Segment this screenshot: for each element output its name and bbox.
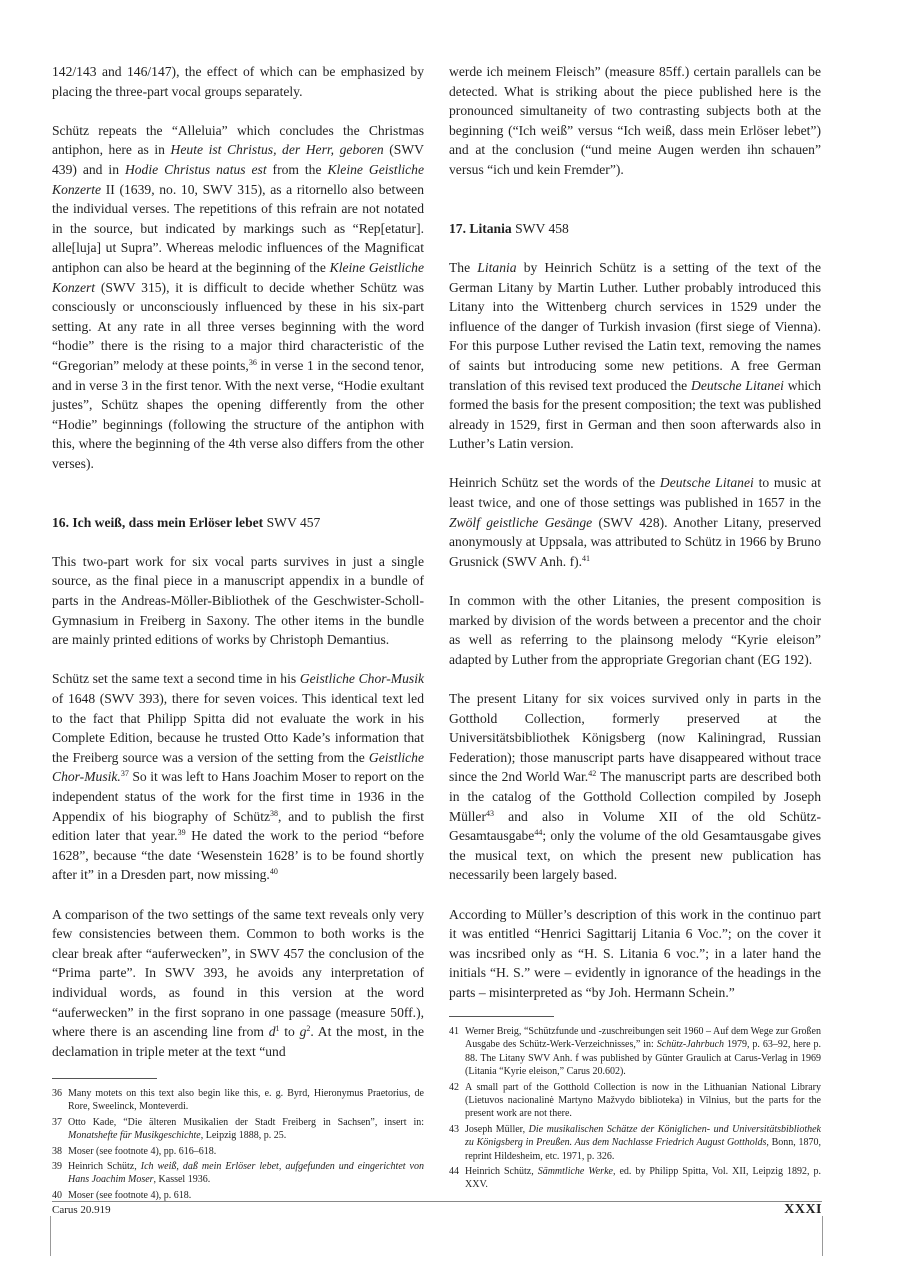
paragraph: 142/143 and 146/147), the effect of which can be emphasized by placing the three-part vocal groups separately. xyxy=(52,64,424,99)
footnote-37: 37 Otto Kade, “Die älteren Musikalien der Stadt Freiberg in Sachsen”, insert in: Monatshefte für Musikgeschichte, Leipzig 1888, p. 25. xyxy=(52,1116,424,1142)
footnote-42: 42 A small part of the Gotthold Collection is now in the Lithuanian National Library (Lietuvos nacionalinė Martyno Mažvydo biblioteka) in Vilnius, but the parts for the present work are not there. xyxy=(449,1081,821,1120)
footnote-36: 36 Many motets on this text also begin like this, e. g. Byrd, Hieronymus Praetorius, de Rore, Sweelinck, Monteverdi. xyxy=(52,1088,424,1113)
paragraph: Heinrich Schütz set the words of the Deutsche Litanei to music at least twice, and one of those settings was published in 1657 in the Zwölf geistliche Gesänge (SWV 428). Another Litany, preserved anonymously at Uppsala, was attributed to Schütz in 1966 by Bruno Grusnick (SWV Anh. f).$^{41}$ xyxy=(449,475,821,569)
footnotes-right xyxy=(449,1006,821,1194)
footer-catalog-number: Carus 20.919 xyxy=(52,1204,111,1216)
footnote-ref[interactable]: 36 xyxy=(248,357,257,367)
footnote-ref[interactable]: 38 xyxy=(270,808,279,818)
footnote-ref[interactable]: 42 xyxy=(588,769,597,779)
page-number: XXXI xyxy=(784,1202,822,1217)
footnote-ref[interactable]: 44 xyxy=(534,828,543,838)
right-column xyxy=(449,62,821,1003)
paragraph: The present Litany for six voices survived only in parts in the Gotthold Collection, formerly preserved at the Universitätsbibliothek Königsberg (now Kaliningrad, Russian Federation); those manuscript parts have disappeared without trace since the 2nd World War.$^{42}$ The manuscript parts are described both in the catalog of the Gotthold Collection compiled by Joseph Müller$^{43}$ and also in Volume XII of the old Schütz-Gesamtausgabe$^{44}$; only the volume of the old Gesamtausgabe gives the musical text, on which the present new publication has necessarily been largely based. xyxy=(449,691,822,883)
paragraph: A comparison of the two settings of the same text reveals only very few consistencies between them. Common to both works is the clear break after “auferwecken”, in SWV 457 the conclusion of the “Prima parte”. In SWV 393, he avoids any interpretation of individual words, as found in this version at the word “auferwecken” in the first soprano in one passage (measure 50ff.), where there is an ascending line from $d^1$ to $g^2$. At the most, in the declamation in triple meter at the text “und xyxy=(52,906,424,1059)
footnote-ref[interactable]: 43 xyxy=(486,808,494,818)
footnote-divider xyxy=(449,1016,554,1017)
crop-mark xyxy=(822,1216,823,1256)
paragraph: In common with the other Litanies, the present composition is marked by division of the words between a precentor and the choir as well as referring to the plainsong melody “Kyrie eleison” adapted by Luther from the appropriate Gregorian chant (EG 192). xyxy=(449,593,821,667)
paragraph: Schütz set the same text a second time in his Geistliche Chor-Musik of 1648 (SWV 393), there for seven voices. This identical text led to the fact that Philipp Spitta did not evaluate the work in his Complete Edition, because he trusted Otto Kade’s information that the Freiberg source was a version of the setting from the Geistliche Chor-Musik.$^{37}$ So it was left to Hans Joachim Moser to report on the independent status of the work for the first time in 1936 in the Appendix of his biography of Schütz$^{38}$, and to publish the first edition later that year.$^{39}$ He dated the work to the period “before 1628”, because “the date ‘Wesenstein 1628’ is to be found shortly after it” in a Dresden part, now missing.$^{40}$ xyxy=(52,671,425,883)
paragraph: According to Müller’s description of this work in the continuo part it was entitled “Henrici Sagittarij Litania 6 Voc.”; on the cover it was incsribed only as “H. S. Litania 6 voc.”; in a later hand the initials “H. S.” were – evidently in ignorance of the headings in the parts – misinterpreted as “by Joh. Hermann Schein.” xyxy=(449,906,821,1000)
footnote-ref[interactable]: 41 xyxy=(582,553,591,563)
left-column xyxy=(52,62,424,1061)
footnote-divider xyxy=(52,1078,157,1079)
section-heading: 16. Ich weiß, dass mein Erlöser lebet SWV 457 xyxy=(52,514,321,530)
footnote-44: 44 Heinrich Schütz, Sämmtliche Werke, ed. by Philipp Spitta, Vol. XII, Leipzig 1892, p. XXV. xyxy=(449,1166,821,1191)
paragraph: This two-part work for six vocal parts survives in just a single source, as the final piece in a manuscript appendix in a bundle of parts in the Andreas-Möller-Bibliothek of the Geschwister-Scholl-Gymnasium in Freiberg in Saxony. The other items in the bundle are mainly printed editions of works by Christoph Demantius. xyxy=(52,553,424,648)
footnote-38: 38 Moser (see footnote 4), pp. 616–618. xyxy=(52,1145,217,1157)
footnotes-left xyxy=(52,1068,424,1204)
footnote-ref[interactable]: 37 xyxy=(120,769,129,779)
section-heading: 17. Litania SWV 458 xyxy=(449,220,569,236)
footnote-ref[interactable]: 40 xyxy=(269,867,278,877)
footnote-41: 41 Werner Breig, “Schützfunde und -zuschreibungen seit 1960 – Auf dem Wege zur Großen Ausgabe des Schütz-Werk-Verzeichnisses,” in: Schütz-Jahrbuch 1979, p. 63–92, here p. 88. The Litany SWV Anh. f was published by Günter Graulich at Carus-Verlag in 1969 (Litania “Kyrie eleison,” Carus 20.602). xyxy=(449,1026,821,1078)
footnote-39: 39 Heinrich Schütz, Ich weiß, daß mein Erlöser lebet, aufgefunden und eingerichtet von Hans Joachim Moser, Kassel 1936. xyxy=(52,1161,424,1186)
footnote-43: 43 Joseph Müller, Die musikalischen Schätze der Königlichen- und Universitätsbibliothek zu Königsberg in Preußen. Aus dem Nachlasse Friedrich August Gottholds, Bonn, 1870, reprint Hildesheim, etc. 1971, p. 326. xyxy=(449,1123,821,1162)
paragraph: Schütz repeats the “Alleluia” which concludes the Christmas antiphon, here as in Heute ist Christus, der Herr, geboren (SWV 439) and in Hodie Christus natus est from the Kleine Geistliche Konzerte II (1639, no. 10, SWV 315), as a ritornello also between the individual verses. The repetitions of this refrain are not notated in the source, but indicated by markings such as “Rep[etatur]. alle[luja] ut Supra”. Whereas melodic influences of the Magnificat antiphon can also be heard at the beginning of the Kleine Geistliche Konzert (SWV 315), it is difficult to decide whether Schütz was consciously or unconsciously influenced by these in his six-part setting. At any rate in all three verses beginning with the word “hodie” there is the rising to a major third characteristic of the “Gregorian” melody at these points,$^{36}$ in verse 1 in the second tenor, and in verse 3 in the first tenor. With the next verse, “Hodie exultant justes”, Schütz shapes the opening differently from the other “Hodie” beginnings (following the structure of the antiphon with this, where the beginning of the 4th verse also differs from the other verses). xyxy=(52,122,424,471)
paragraph: werde ich meinem Fleisch” (measure 85ff.) certain parallels can be detected. What is striking about the piece published here is the pronounced simultaneity of two contrasting subjects both at the beginning (“Ich weiß” versus “Ich weiß, dass mein Erlöser lebet”) and at the conclusion (“und meine Augen werden ihn schauen” versus “ich und kein Fremder”). xyxy=(449,64,821,177)
footnote-ref[interactable]: 39 xyxy=(177,828,186,838)
crop-mark xyxy=(50,1216,51,1256)
footer-divider xyxy=(52,1201,822,1202)
paragraph: The Litania by Heinrich Schütz is a setting of the text of the German Litany by Martin Luther. Luther probably introduced this Litany into the Wittenberg church services in 1529 under the influence of the danger of Turkish invasion (first siege of Vienna). For this purpose Luther revised the Latin text, removing the names of saints but introducing some new petitions. A free German translation of this revised text produced the Deutsche Litanei which formed the basis for the present composition; the text was published already in 1529, first in German and then soon afterwards also in Luther’s Latin version. xyxy=(449,259,821,452)
footnote-40: 40 Moser (see footnote 4), p. 618. xyxy=(52,1189,192,1201)
